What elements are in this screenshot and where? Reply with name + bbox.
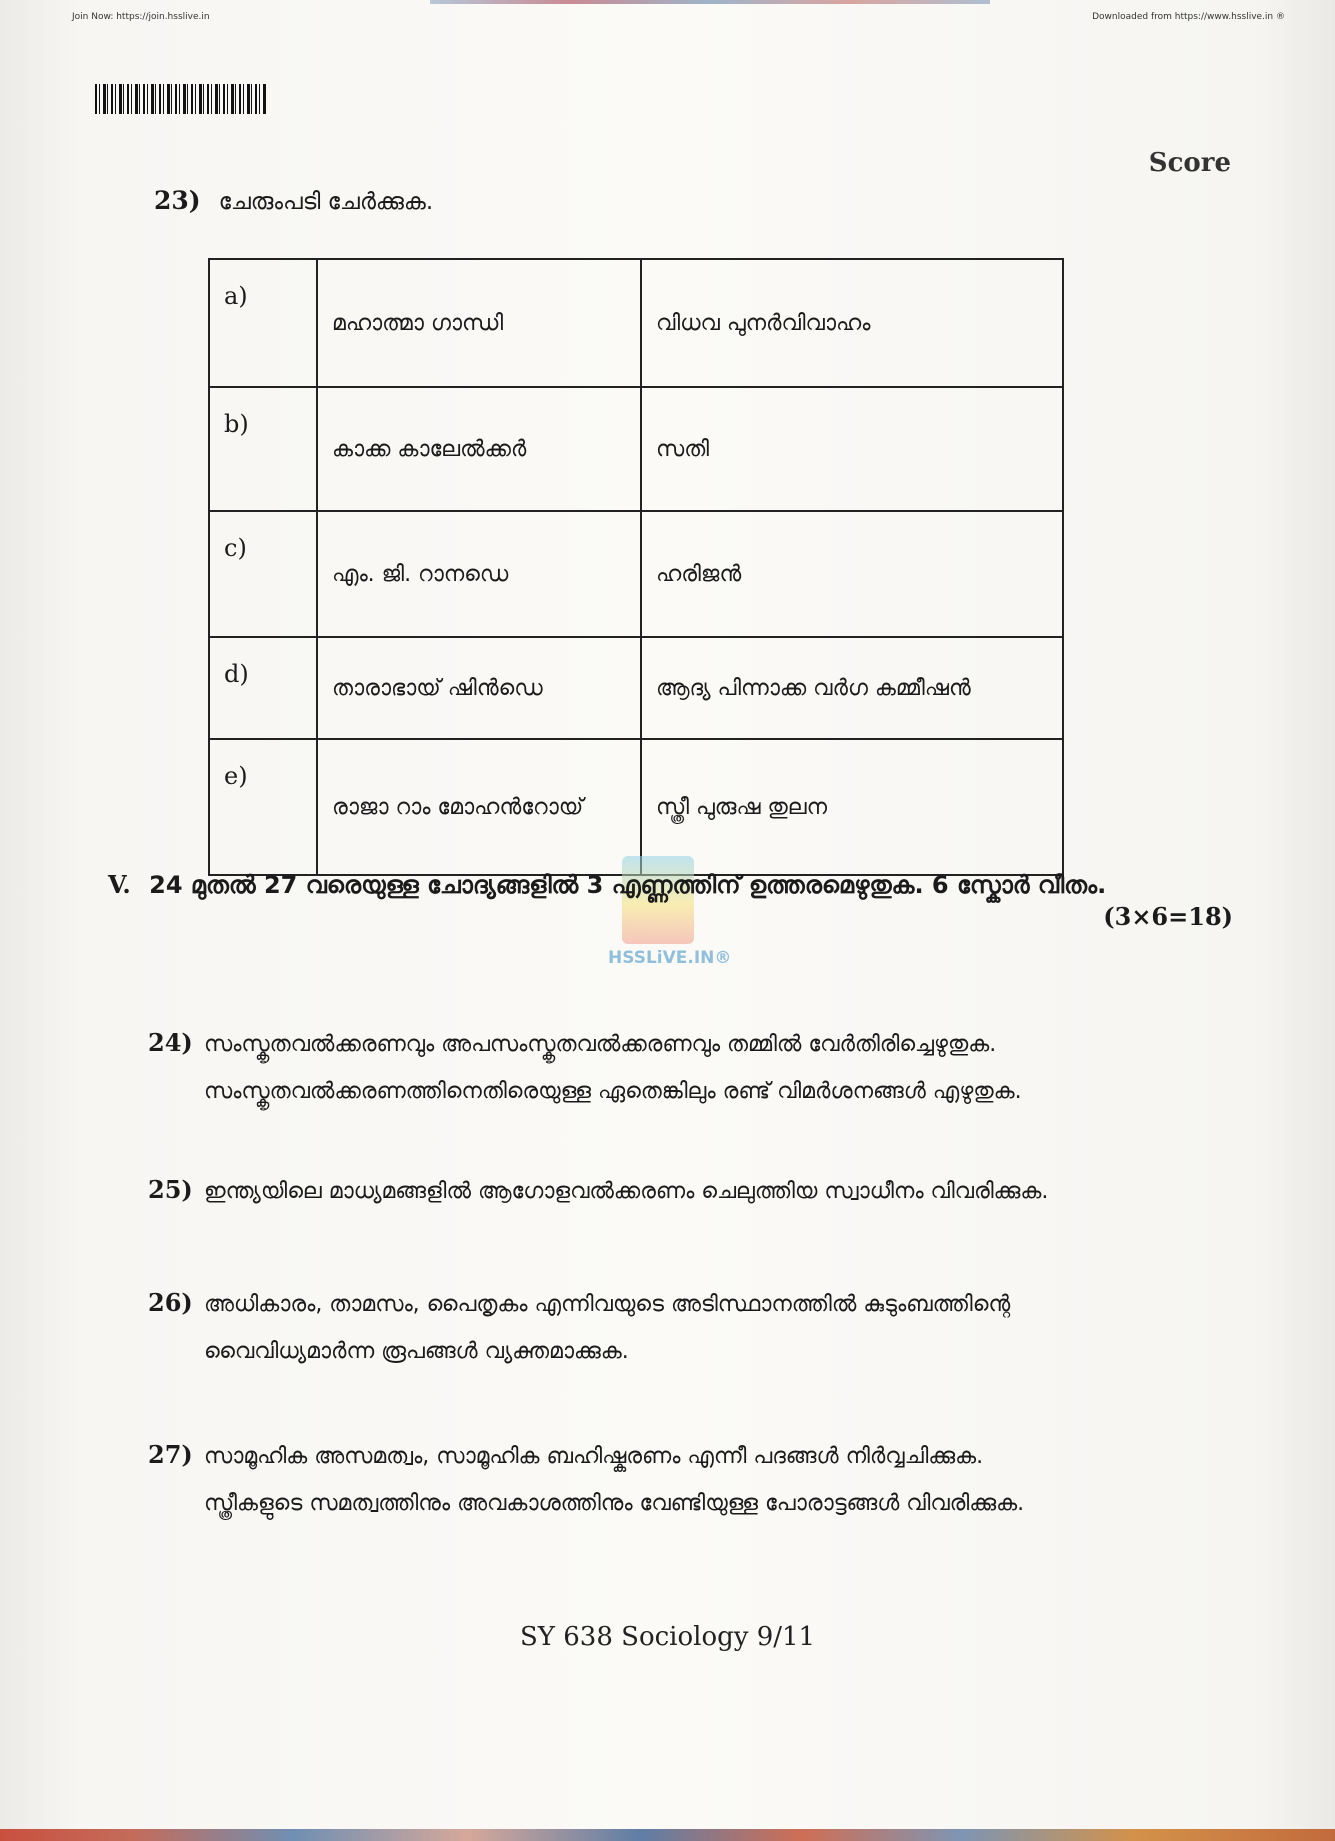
question-24 bbox=[148, 1028, 1022, 1104]
question-line: സംസ്കൃതവൽക്കരണത്തിനെതിരെയുള്ള ഏതെങ്കിലും രണ്ട് വിമർശനങ്ങൾ എഴുതുക. bbox=[204, 1079, 1022, 1104]
right-column-cell: വിധവ പുനർവിവാഹം bbox=[641, 259, 1063, 387]
question-number: 27) bbox=[148, 1440, 193, 1469]
top-edge-strip bbox=[430, 0, 990, 4]
left-column-cell: താരാഭായ് ഷിൻഡെ bbox=[317, 637, 641, 739]
question-25 bbox=[148, 1175, 1048, 1204]
question-text: ചേരുംപടി ചേർക്കുക. bbox=[218, 189, 434, 215]
question-line: സ്ത്രീകളുടെ സമത്വത്തിനും അവകാശത്തിനും വേണ്ടിയുള്ള പോരാട്ടങ്ങൾ വിവരിക്കുക. bbox=[204, 1491, 1025, 1516]
section-marks: (3×6=18) bbox=[1103, 902, 1233, 931]
download-source-link[interactable]: Downloaded from https://www.hsslive.in ® bbox=[1092, 12, 1285, 22]
question-number: 25) bbox=[148, 1175, 193, 1204]
row-label: a) bbox=[209, 259, 317, 387]
left-column-cell: എം. ജി. റാനഡെ bbox=[317, 511, 641, 637]
left-column-cell: മഹാത്മാ ഗാന്ധി bbox=[317, 259, 641, 387]
table-row bbox=[209, 259, 1063, 387]
row-label: e) bbox=[209, 739, 317, 875]
page-footer: SY 638 Sociology 9/11 bbox=[520, 1622, 816, 1652]
barcode-image bbox=[95, 84, 267, 114]
match-the-following-table bbox=[208, 258, 1064, 876]
join-link[interactable]: Join Now: https://join.hsslive.in bbox=[72, 12, 210, 22]
row-label: b) bbox=[209, 387, 317, 511]
section-instruction: 24 മുതൽ 27 വരെയുള്ള ചോദ്യങ്ങളിൽ 3 എണ്ണത്തിന് ഉത്തരമെഴുതുക. 6 സ്കോർ വീതം. bbox=[149, 871, 1107, 899]
section-heading bbox=[108, 870, 1106, 899]
watermark-text: HSSLiVE.IN® bbox=[608, 948, 732, 968]
question-number: 23) bbox=[154, 186, 201, 215]
score-column-label: Score bbox=[1148, 148, 1231, 178]
question-26 bbox=[148, 1288, 1010, 1364]
table-row bbox=[209, 739, 1063, 875]
right-column-cell: സതി bbox=[641, 387, 1063, 511]
question-27 bbox=[148, 1440, 1024, 1516]
question-23 bbox=[154, 186, 433, 215]
question-line: സാമൂഹിക അസമത്വം, സാമൂഹിക ബഹിഷ്കരണം എന്നീ പദങ്ങൾ നിർവ്വചിക്കുക. bbox=[204, 1444, 984, 1469]
table-row bbox=[209, 511, 1063, 637]
left-column-cell: രാജാ റാം മോഹൻറോയ് bbox=[317, 739, 641, 875]
row-label: d) bbox=[209, 637, 317, 739]
right-column-cell: സ്ത്രീ പുരുഷ തുലന bbox=[641, 739, 1063, 875]
question-line: വൈവിധ്യമാർന്ന രൂപങ്ങൾ വ്യക്തമാക്കുക. bbox=[204, 1339, 629, 1364]
left-column-cell: കാക്ക കാലേൽക്കർ bbox=[317, 387, 641, 511]
section-number: V. bbox=[108, 870, 131, 899]
table-row bbox=[209, 387, 1063, 511]
question-line: ഇന്ത്യയിലെ മാധ്യമങ്ങളിൽ ആഗോളവൽക്കരണം ചെലുത്തിയ സ്വാധീനം വിവരിക്കുക. bbox=[204, 1179, 1049, 1204]
question-number: 24) bbox=[148, 1028, 193, 1057]
bottom-edge-strip bbox=[0, 1829, 1335, 1841]
question-line: സംസ്കൃതവൽക്കരണവും അപസംസ്കൃതവൽക്കരണവും തമ്മിൽ വേർതിരിച്ചെഴുതുക. bbox=[204, 1032, 997, 1057]
right-column-cell: ആദ്യ പിന്നാക്ക വർഗ കമ്മീഷൻ bbox=[641, 637, 1063, 739]
question-line: അധികാരം, താമസം, പൈതൃകം എന്നിവയുടെ അടിസ്ഥാനത്തിൽ കുടുംബത്തിന്റെ bbox=[204, 1292, 1011, 1317]
row-label: c) bbox=[209, 511, 317, 637]
question-number: 26) bbox=[148, 1288, 193, 1317]
table-row bbox=[209, 637, 1063, 739]
right-column-cell: ഹരിജൻ bbox=[641, 511, 1063, 637]
